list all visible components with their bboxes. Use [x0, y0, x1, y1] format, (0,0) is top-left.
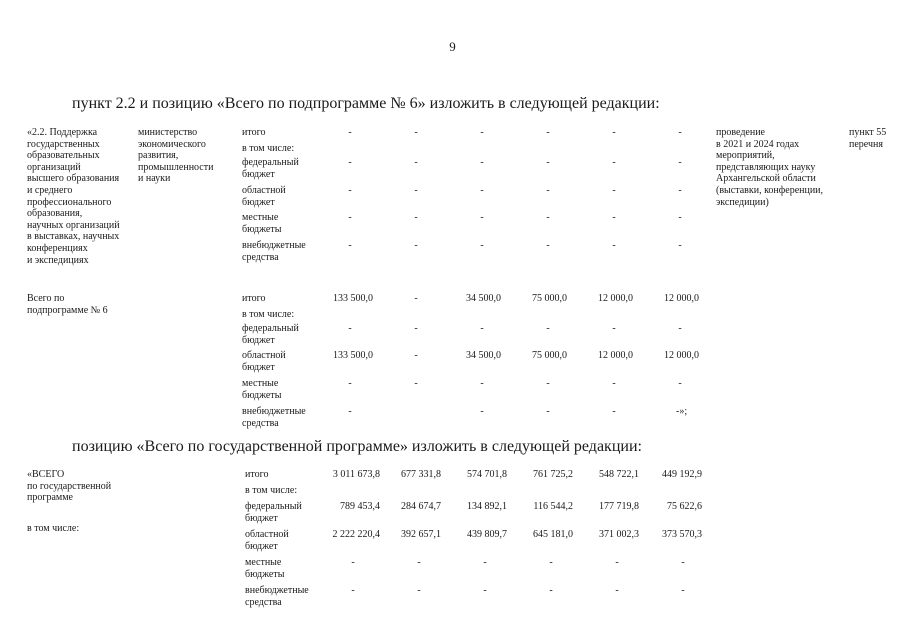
cell-dash: -: [480, 323, 484, 334]
state-program-including: в том числе:: [27, 523, 80, 534]
cell-dash: -: [348, 378, 352, 389]
value-cell: 645 181,0: [533, 529, 573, 540]
cell-dash: -: [678, 240, 682, 251]
cell-dash: -: [546, 240, 550, 251]
subprogram-total-name: Всего по подпрограмме № 6: [27, 293, 108, 316]
cell-dash: -: [546, 323, 550, 334]
value-cell: 439 809,7: [467, 529, 507, 540]
cell-dash: -: [678, 185, 682, 196]
cell-dash: -: [348, 240, 352, 251]
value-cell: 373 570,3: [662, 529, 702, 540]
value-cell: 284 674,7: [401, 501, 441, 512]
cell-dash: -: [414, 127, 418, 138]
source-regional: областной бюджет: [242, 185, 286, 208]
value-cell: 12 000,0: [598, 350, 633, 361]
cell-dash: -: [417, 557, 421, 568]
source-total: итого: [242, 293, 266, 304]
value-cell: 12 000,0: [664, 293, 699, 304]
cell-dash: -: [546, 185, 550, 196]
cell-dash: -: [678, 212, 682, 223]
cell-dash: -: [612, 378, 616, 389]
cell-dash: -: [414, 323, 418, 334]
cell-dash: -: [681, 557, 685, 568]
cell-dash: -: [681, 585, 685, 596]
source-including: в том числе:: [242, 309, 295, 320]
value-cell: 392 657,1: [401, 529, 441, 540]
cell-dash: -: [480, 240, 484, 251]
value-cell: 371 002,3: [599, 529, 639, 540]
cell-dash: -: [348, 185, 352, 196]
cell-dash: -: [414, 185, 418, 196]
perechen-link: пункт 55 перечня: [849, 127, 887, 150]
cell-dash: -: [414, 378, 418, 389]
source-extrabudgetary: внебюджетные средства: [242, 406, 306, 429]
cell-dash: -: [612, 127, 616, 138]
cell-dash: -: [414, 293, 418, 304]
source-total: итого: [245, 469, 269, 480]
value-cell: 548 722,1: [599, 469, 639, 480]
cell-dash: -: [612, 240, 616, 251]
source-extrabudgetary: внебюджетные средства: [242, 240, 306, 263]
source-extrabudgetary: внебюджетные средства: [245, 585, 309, 608]
cell-dash: -: [351, 557, 355, 568]
value-cell: 12 000,0: [664, 350, 699, 361]
cell-dash: -: [546, 212, 550, 223]
value-cell: 677 331,8: [401, 469, 441, 480]
cell-dash: -: [480, 378, 484, 389]
cell-dash: -: [483, 557, 487, 568]
state-program-total-name: «ВСЕГО по государственной программе: [27, 469, 112, 504]
value-cell: 133 500,0: [333, 293, 373, 304]
cell-dash: -: [348, 212, 352, 223]
cell-dash: -: [414, 350, 418, 361]
source-regional: областной бюджет: [245, 529, 289, 552]
cell-dash: -: [348, 323, 352, 334]
cell-dash: -: [549, 585, 553, 596]
source-total: итого: [242, 127, 266, 138]
cell-dash: -: [612, 185, 616, 196]
source-local: местные бюджеты: [242, 212, 282, 235]
value-cell: 3 011 673,8: [332, 469, 380, 480]
cell-dash: -: [414, 157, 418, 168]
cell-dash: -: [480, 212, 484, 223]
section-heading-state-program: позицию «Всего по государственной программе» изложить в следующей редакции:: [72, 438, 642, 455]
cell-dash: -: [348, 406, 352, 417]
cell-dash: -: [615, 557, 619, 568]
expected-result: проведение в 2021 и 2024 годах мероприятий, представляющих науку Архангельской области (выставки, конференции, экспедиции): [716, 127, 824, 208]
source-federal: федеральный бюджет: [242, 323, 299, 346]
cell-dash: -: [549, 557, 553, 568]
cell-dash: -: [678, 157, 682, 168]
value-cell: 761 725,2: [533, 469, 573, 480]
value-cell: 75 622,6: [667, 501, 702, 512]
cell-dash: -: [414, 240, 418, 251]
cell-dash: -: [546, 378, 550, 389]
cell-dash: -: [417, 585, 421, 596]
cell-dash: -: [612, 157, 616, 168]
cell-dash: -: [546, 157, 550, 168]
responsible-executor: министерство экономического развития, промышленности и науки: [138, 127, 214, 185]
source-local: местные бюджеты: [245, 557, 285, 580]
cell-dash: -: [480, 157, 484, 168]
value-cell: 34 500,0: [466, 293, 501, 304]
value-cell: 177 719,8: [599, 501, 639, 512]
value-cell: 449 192,9: [662, 469, 702, 480]
cell-dash: -: [612, 212, 616, 223]
cell-dash: -: [612, 323, 616, 334]
cell-dash: -: [483, 585, 487, 596]
page-number: 9: [449, 39, 456, 54]
source-federal: федеральный бюджет: [242, 157, 299, 180]
cell-dash: -: [678, 127, 682, 138]
value-cell: 75 000,0: [532, 293, 567, 304]
value-cell: 12 000,0: [598, 293, 633, 304]
cell-dash: -: [348, 127, 352, 138]
cell-dash: -: [546, 406, 550, 417]
cell-dash: -: [546, 127, 550, 138]
cell-dash: -: [414, 212, 418, 223]
source-federal: федеральный бюджет: [245, 501, 302, 524]
value-cell: 133 500,0: [333, 350, 373, 361]
cell-dash: -: [678, 378, 682, 389]
value-cell: 134 892,1: [467, 501, 507, 512]
source-regional: областной бюджет: [242, 350, 286, 373]
value-cell: 2 222 220,4: [332, 529, 380, 540]
section-heading-subprogram-6: пункт 2.2 и позицию «Всего по подпрограмме № 6» изложить в следующей редакции:: [72, 95, 660, 112]
cell-dash: -: [612, 406, 616, 417]
source-including: в том числе:: [242, 143, 295, 154]
cell-dash: -: [678, 323, 682, 334]
value-cell: 75 000,0: [532, 350, 567, 361]
value-cell: 574 701,8: [467, 469, 507, 480]
source-local: местные бюджеты: [242, 378, 282, 401]
measure-name-2-2: «2.2. Поддержка государственных образовательных организаций высшего образования и среднего профессионального образования, научных организаций в выставках, научных конференциях и экспедициях: [27, 127, 120, 266]
value-cell: 34 500,0: [466, 350, 501, 361]
closing-quote: -»;: [676, 406, 688, 417]
cell-dash: -: [480, 406, 484, 417]
cell-dash: -: [480, 185, 484, 196]
cell-dash: -: [480, 127, 484, 138]
cell-dash: -: [348, 157, 352, 168]
cell-dash: -: [351, 585, 355, 596]
source-including: в том числе:: [245, 485, 298, 496]
cell-dash: -: [615, 585, 619, 596]
value-cell: 116 544,2: [533, 501, 573, 512]
value-cell: 789 453,4: [340, 501, 380, 512]
